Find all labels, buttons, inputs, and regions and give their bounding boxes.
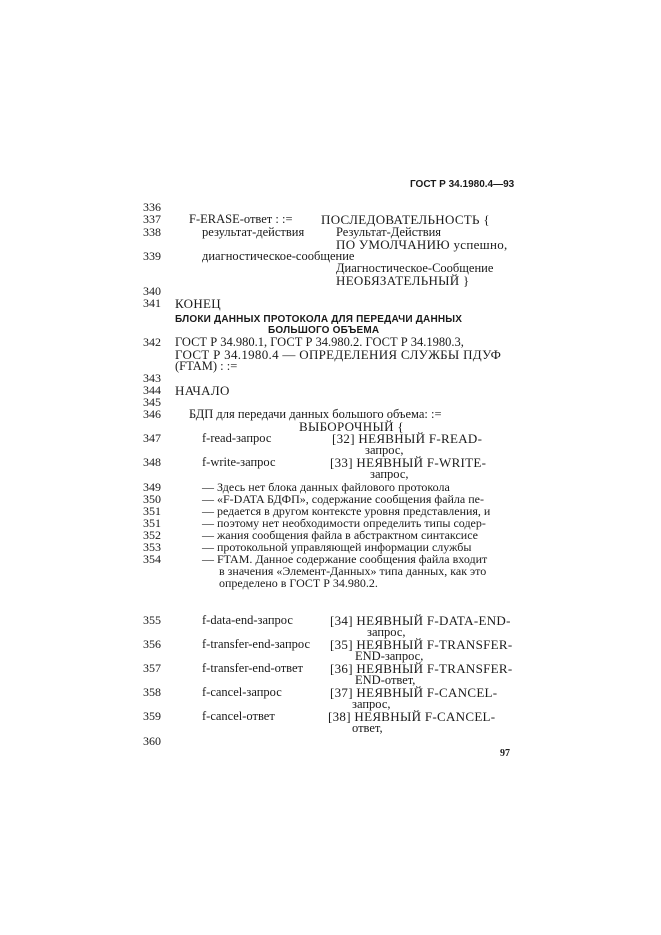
- field-type: Результат-Действия: [336, 225, 442, 239]
- line-number: 354: [143, 552, 161, 566]
- asn-definition-name: F-ERASE-ответ : :=: [189, 212, 293, 226]
- line-number: 352: [143, 528, 161, 542]
- comment-line: — протокольной управляющей информации службы: [202, 540, 472, 554]
- asn-keyword: ПОСЛЕДОВАТЕЛЬНОСТЬ {: [321, 212, 490, 227]
- line-number: 347: [143, 431, 161, 445]
- line-number: 338: [143, 225, 161, 239]
- line-number: 360: [143, 734, 161, 748]
- comment-line: — «F-DATA БДФП», содержание сообщения файла пе-: [202, 492, 484, 506]
- section-heading: БОЛЬШОГО ОБЪЕМА: [268, 325, 380, 336]
- asn-begin-keyword: НАЧАЛО: [175, 383, 230, 398]
- line-number: 353: [143, 540, 161, 554]
- line-number: 359: [143, 709, 161, 723]
- line-number: 337: [143, 212, 161, 226]
- line-number: 350: [143, 492, 161, 506]
- choice-type: [33] НЕЯВНЫЙ F-WRITE-: [330, 455, 487, 470]
- choice-type: [34] НЕЯВНЫЙ F-DATA-END-: [330, 613, 511, 628]
- choice-alternative: f-cancel-ответ: [202, 709, 275, 723]
- module-reference: ГОСТ Р 34.1980.4 — ОПРЕДЕЛЕНИЯ СЛУЖБЫ ПДУФ: [175, 347, 502, 362]
- choice-alternative: f-transfer-end-запрос: [202, 637, 310, 651]
- field-type: Диагностическое-Сообщение: [336, 261, 494, 275]
- choice-alternative: f-read-запрос: [202, 431, 272, 445]
- choice-type: ответ,: [352, 721, 383, 735]
- choice-type: запрос,: [370, 467, 409, 481]
- choice-type: запрос,: [352, 697, 391, 711]
- page-number: 97: [500, 748, 510, 759]
- line-number: 351: [143, 516, 161, 530]
- page-header-standard: ГОСТ Р 34.1980.4—93: [410, 179, 515, 190]
- comment-line: — поэтому нет необходимости определить типы содер-: [202, 516, 486, 530]
- field-name: результат-действия: [202, 225, 305, 239]
- choice-type: END-ответ,: [355, 673, 416, 687]
- line-number: 349: [143, 480, 161, 494]
- choice-type: [36] НЕЯВНЫЙ F-TRANSFER-: [330, 661, 513, 676]
- asn-keyword: ВЫБОРОЧНЫЙ {: [299, 419, 404, 434]
- line-number: 342: [143, 335, 161, 349]
- line-number: 355: [143, 613, 161, 627]
- line-number: 345: [143, 395, 161, 409]
- comment-line: — жания сообщения файла в абстрактном синтаксисе: [202, 528, 478, 542]
- module-reference: ГОСТ Р 34.980.1, ГОСТ Р 34.980.2. ГОСТ Р 34.1980.3,: [175, 335, 464, 349]
- choice-type: END-запрос,: [355, 649, 424, 663]
- line-number: 339: [143, 249, 161, 263]
- field-optional: НЕОБЯЗАТЕЛЬНЫЙ }: [336, 273, 470, 288]
- comment-line: — Здесь нет блока данных файлового протокола: [202, 480, 450, 494]
- module-reference: (FTAM) : :=: [175, 359, 238, 373]
- asn-definition-name: БДП для передачи данных большого объема: :=: [189, 407, 442, 421]
- field-name: диагностическое-сообщение: [202, 249, 355, 263]
- comment-line: — редается в другом контексте уровня представления, и: [202, 504, 491, 518]
- line-number: 336: [143, 200, 161, 214]
- comment-line: определено в ГОСТ Р 34.980.2.: [219, 576, 378, 590]
- line-number: 341: [143, 296, 161, 310]
- choice-type: [37] НЕЯВНЫЙ F-CANCEL-: [330, 685, 498, 700]
- field-default: ПО УМОЛЧАНИЮ успешно,: [336, 237, 508, 252]
- line-number: 348: [143, 455, 161, 469]
- choice-type: [35] НЕЯВНЫЙ F-TRANSFER-: [330, 637, 513, 652]
- comment-line: — FTAM. Данное содержание сообщения файла входит: [202, 552, 488, 566]
- line-number: 351: [143, 504, 161, 518]
- choice-type: [32] НЕЯВНЫЙ F-READ-: [332, 431, 483, 446]
- line-number: 356: [143, 637, 161, 651]
- line-number: 340: [143, 284, 161, 298]
- line-number: 344: [143, 383, 161, 397]
- line-number: 358: [143, 685, 161, 699]
- choice-type: запрос,: [367, 625, 406, 639]
- asn-end-keyword: КОНЕЦ: [175, 296, 221, 311]
- line-number: 346: [143, 407, 161, 421]
- choice-alternative: f-write-запрос: [202, 455, 276, 469]
- choice-alternative: f-data-end-запрос: [202, 613, 293, 627]
- choice-alternative: f-cancel-запрос: [202, 685, 282, 699]
- choice-type: [38] НЕЯВНЫЙ F-CANCEL-: [328, 709, 496, 724]
- line-number: 343: [143, 371, 161, 385]
- choice-alternative: f-transfer-end-ответ: [202, 661, 304, 675]
- section-heading: БЛОКИ ДАННЫХ ПРОТОКОЛА ДЛЯ ПЕРЕДАЧИ ДАННЫХ: [175, 314, 463, 325]
- comment-line: в значения «Элемент-Данных» типа данных, как это: [219, 564, 487, 578]
- line-number: 357: [143, 661, 161, 675]
- choice-type: запрос,: [365, 443, 404, 457]
